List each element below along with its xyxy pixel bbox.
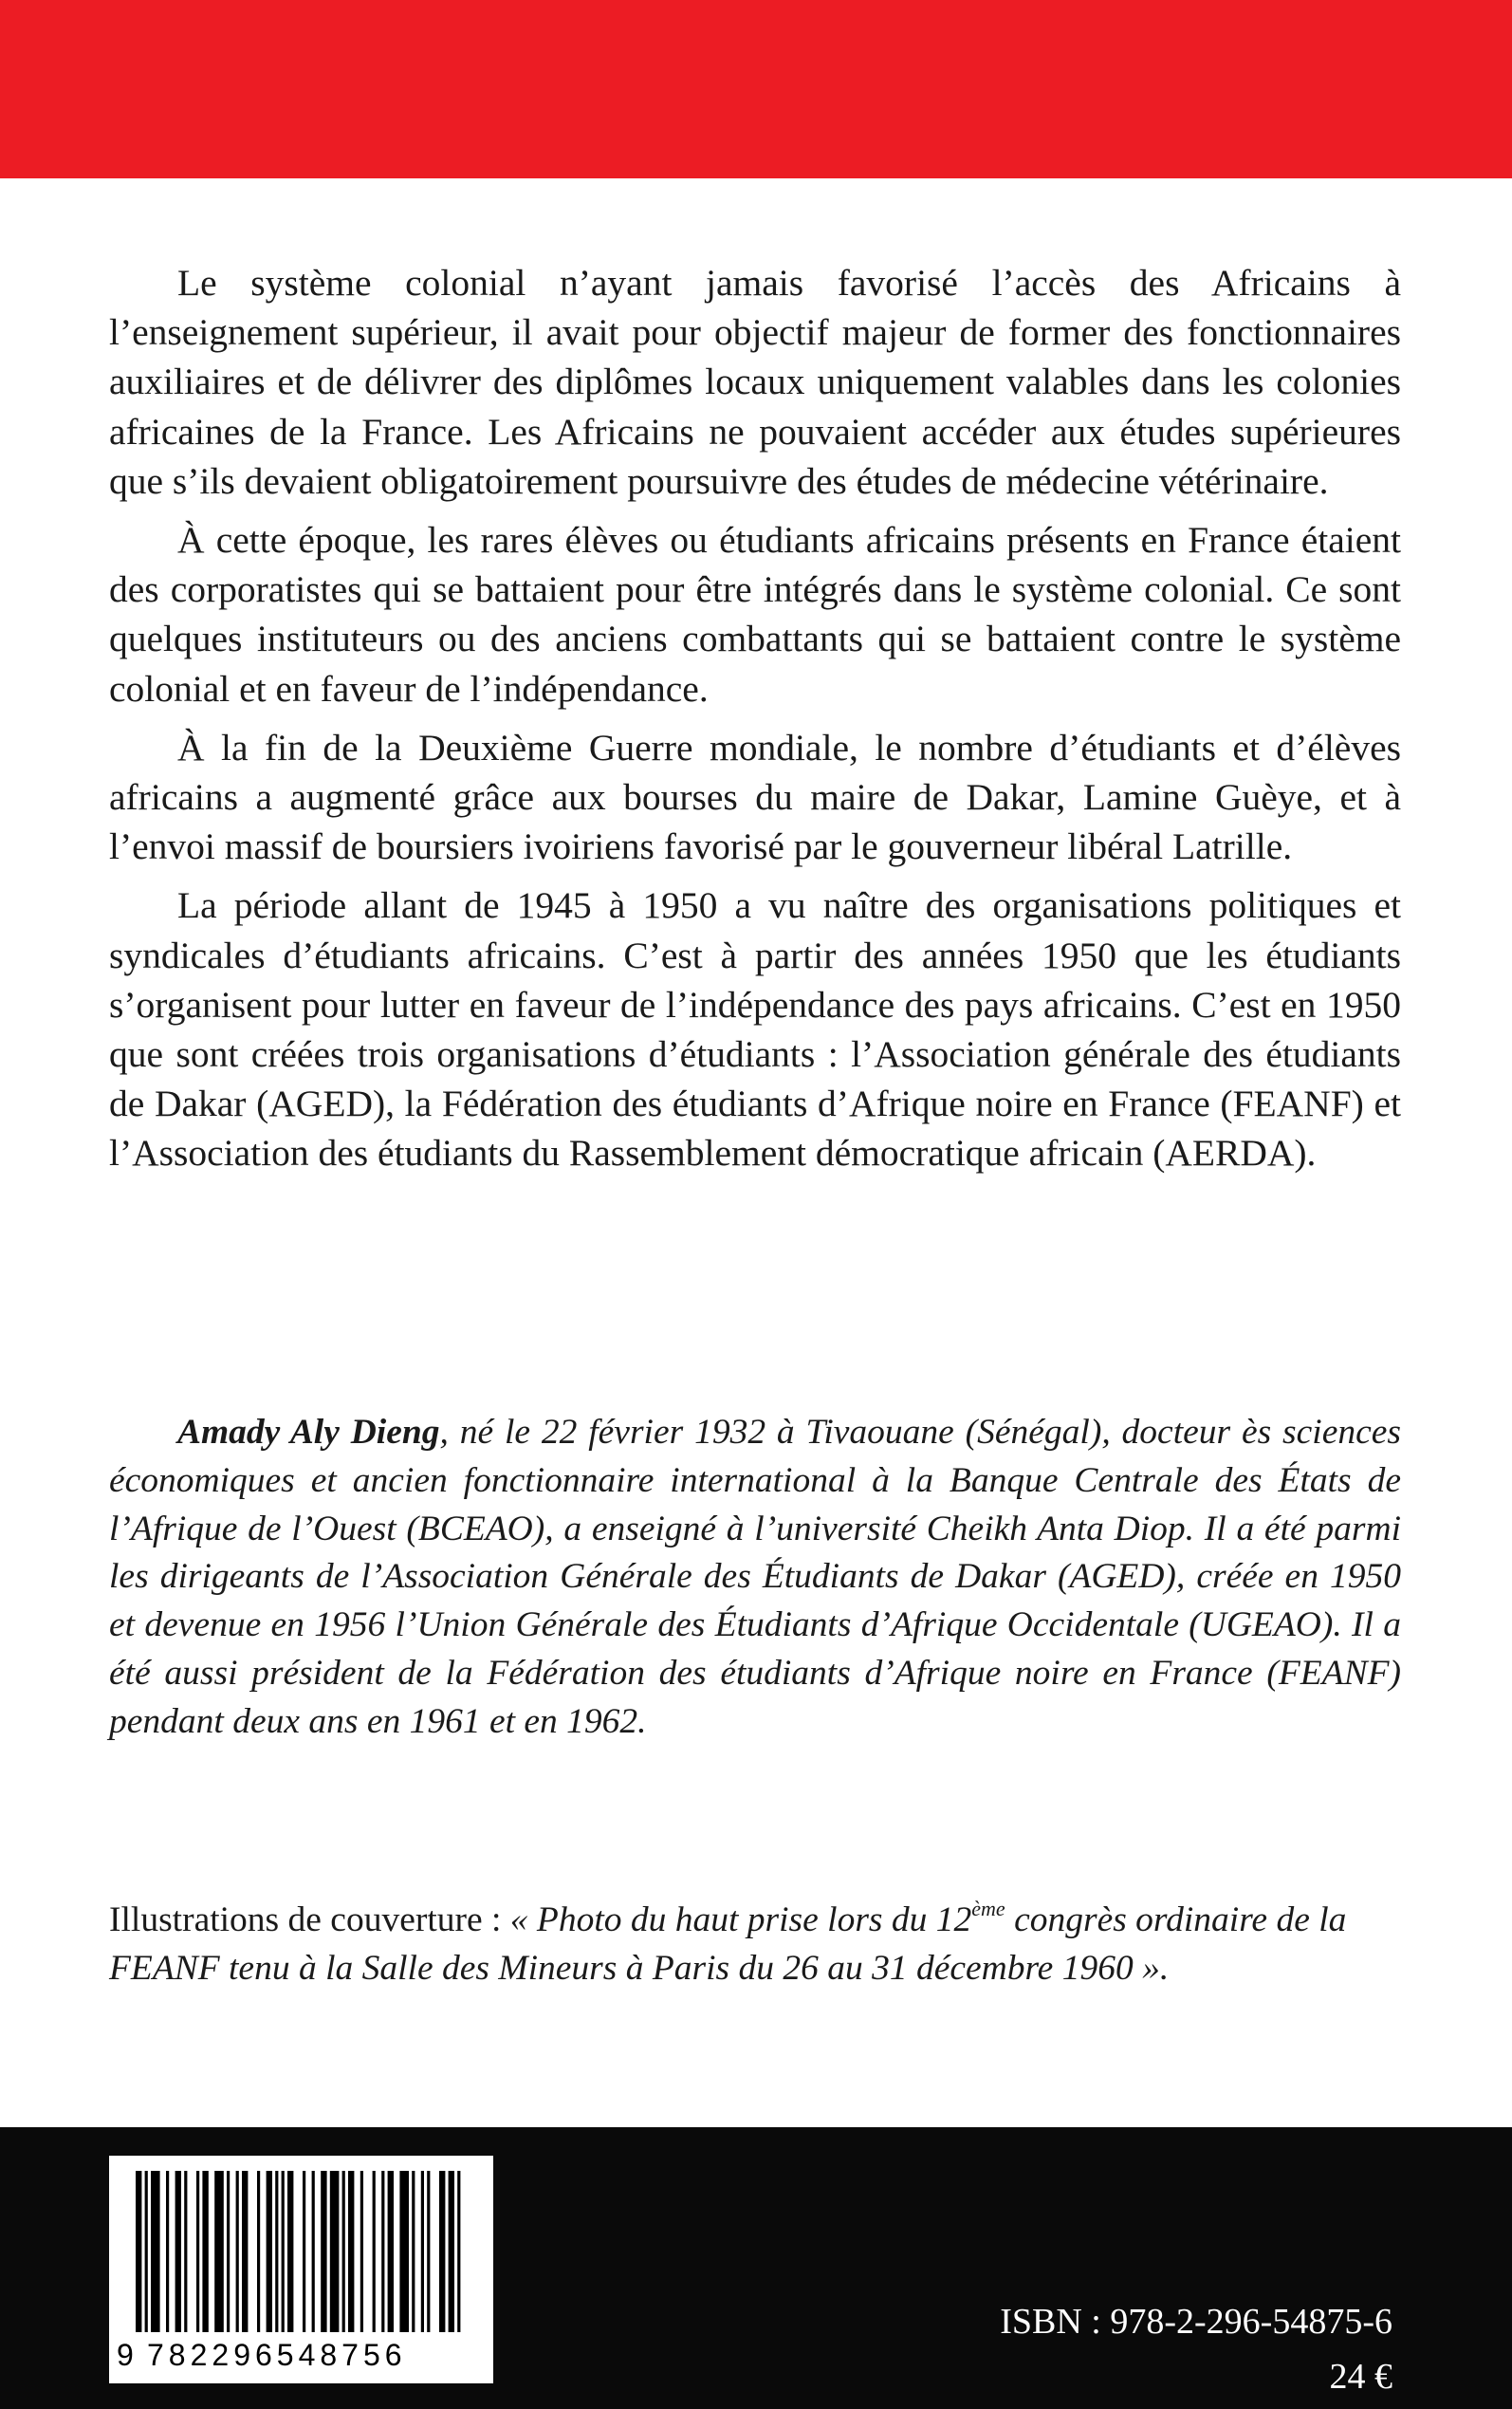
barcode-bar xyxy=(257,2171,260,2332)
summary-text xyxy=(109,258,1401,1188)
barcode-bar xyxy=(214,2171,224,2332)
summary-paragraph-2: À cette époque, les rares élèves ou étudiants africains présents en France étaient des corporatistes qui se battaient pour être intégrés dans le système colonial. Ce sont quelques instituteurs ou des anciens combattants qui se battaient contre le système colonial et en faveur de l’indépendance. xyxy=(109,519,1401,710)
barcode-bar xyxy=(412,2171,415,2332)
summary-paragraph-1: Le système colonial n’ayant jamais favorisé l’accès des Africains à l’enseignement supérieur, il avait pour objectif majeur de former des fonctionnaires auxiliaires et de délivrer des diplômes locaux uniquement valables dans les colonies africaines de la France. Les Africains ne pouvaient accéder aux études supérieures que s’ils devaient obligatoirement poursuivre des études de médecine vétérinaire. xyxy=(109,262,1401,502)
barcode-bar xyxy=(175,2171,181,2332)
barcode-bar xyxy=(242,2171,248,2332)
barcode-bar xyxy=(267,2171,272,2332)
barcode-first-digit: 9 xyxy=(117,2338,136,2372)
barcode-bar xyxy=(202,2171,208,2332)
credits-quote-start: « Photo du haut prise lors du 12 xyxy=(509,1900,972,1939)
cover-credits xyxy=(109,1897,1418,1993)
barcode-bar xyxy=(360,2171,363,2332)
barcode-bar xyxy=(381,2171,384,2332)
top-color-band xyxy=(0,0,1512,178)
barcode-bar xyxy=(457,2171,460,2332)
barcode-bar xyxy=(330,2171,340,2332)
barcode-bar xyxy=(342,2171,345,2332)
barcode-bar xyxy=(275,2171,278,2332)
barcode-bar xyxy=(439,2171,445,2332)
credits-quote-end: congrès ordinaire de la FEANF tenu à la Salle des Mineurs à Paris du 26 au 31 décembre 1960 ». xyxy=(109,1900,1347,1988)
summary-paragraph-4: La période allant de 1945 à 1950 a vu naître des organisations politiques et syndicales d’étudiants africains. C’est à partir des années 1950 que les étudiants s’organisent pour lutter en faveur de l’indépendance des pays africains. C’est en 1950 que sont créées trois organisations d’étudiants : l’Association générale des étudiants de Dakar (AGED), la Fédération des étudiants d’Afrique noire en France (FEANF) et l’Association des étudiants du Rassemblement démocratique africain (AERDA). xyxy=(109,884,1401,1175)
barcode-bar xyxy=(303,2171,305,2332)
credits-label: Illustrations de couverture : xyxy=(109,1900,510,1939)
barcode-bar xyxy=(388,2171,394,2332)
barcode-bar xyxy=(184,2171,187,2332)
barcode-bar xyxy=(427,2171,430,2332)
barcode-bars xyxy=(136,2171,470,2340)
barcode-bar xyxy=(373,2171,376,2332)
author-name: Amady Aly Dieng xyxy=(177,1413,440,1452)
barcode-bar xyxy=(136,2171,141,2332)
barcode-bar xyxy=(449,2171,454,2332)
isbn-label: ISBN : 978-2-296-54875-6 xyxy=(1000,2302,1392,2342)
author-bio-text: , né le 22 février 1932 à Tivaouane (Sénégal), docteur ès sciences économiques et ancien fonctionnaire international à la Banque Centrale des États de l’Afrique de l’Ouest (BCEAO), a enseigné à l’université Cheikh Anta Diop. Il a été parmi les dirigeants de l’Association Générale des Étudiants de Dakar (AGED), créée en 1950 et devenue en 1956 l’Union Générale des Étudiants d’Afrique Occidentale (UGEAO). Il a été aussi président de la Fédération des étudiants d’Afrique noire en France (FEANF) pendant deux ans en 1961 et en 1962. xyxy=(109,1413,1401,1741)
price-label: 24 € xyxy=(1329,2357,1392,2397)
barcode xyxy=(109,2156,493,2383)
barcode-bar xyxy=(282,2171,285,2332)
barcode-bar xyxy=(227,2171,230,2332)
barcode-bar xyxy=(321,2171,326,2332)
credits-superscript: ème xyxy=(971,1897,1005,1920)
barcode-number: 782296548756 xyxy=(147,2338,407,2372)
barcode-bar xyxy=(421,2171,424,2332)
barcode-bar xyxy=(348,2171,354,2332)
barcode-bar xyxy=(145,2171,148,2332)
summary-paragraph-3: À la fin de la Deuxième Guerre mondiale, le nombre d’étudiants et d’élèves africains a augmenté grâce aux bourses du maire de Dakar, Lamine Guèye, et à l’envoi massif de boursiers ivoiriens favorisé par le gouverneur libéral Latrille. xyxy=(109,726,1401,868)
barcode-bar xyxy=(399,2171,409,2332)
barcode-bar xyxy=(312,2171,315,2332)
barcode-bar xyxy=(287,2171,293,2332)
barcode-bar xyxy=(196,2171,199,2332)
barcode-bar xyxy=(166,2171,169,2332)
barcode-bar xyxy=(151,2171,160,2332)
author-bio xyxy=(109,1409,1401,1747)
barcode-bar xyxy=(236,2171,239,2332)
